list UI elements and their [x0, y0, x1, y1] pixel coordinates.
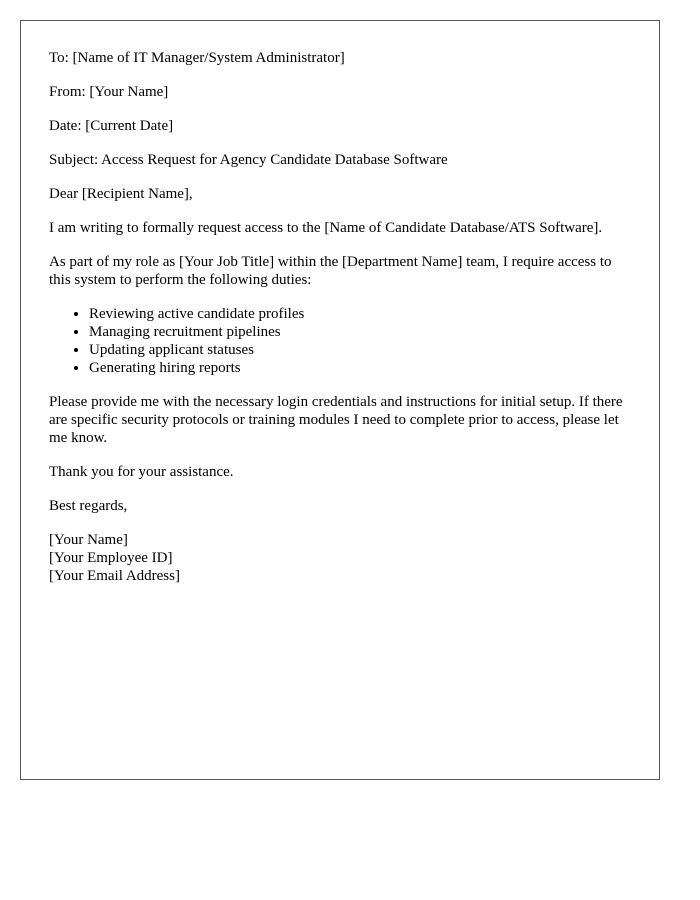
from-line: From: [Your Name] — [49, 84, 169, 100]
intro-paragraph: I am writing to formally request access to the [Name of Candidate Database/ATS Software]. — [49, 220, 603, 236]
list-item: • Reviewing active candidate profiles — [89, 305, 631, 323]
signature-block — [49, 531, 631, 585]
closing-line: Best regards, — [49, 498, 128, 514]
letter-page — [20, 20, 660, 780]
list-item: • Updating applicant statuses — [89, 341, 631, 359]
signature-employee-id: [Your Employee ID] — [49, 550, 173, 566]
request-paragraph: Please provide me with the necessary login credentials and instructions for initial setup. If there are specific security protocols or training modules I need to complete prior to access, please let me know. — [49, 394, 623, 446]
to-line: To: [Name of IT Manager/System Administrator] — [49, 50, 345, 66]
signature-email: [Your Email Address] — [49, 568, 180, 584]
duties-list — [49, 305, 631, 377]
list-item: • Managing recruitment pipelines — [89, 323, 631, 341]
salutation: Dear [Recipient Name], — [49, 186, 193, 202]
role-paragraph: As part of my role as [Your Job Title] within the [Department Name] team, I require access to this system to perform the following duties: — [49, 254, 612, 288]
signature-name: [Your Name] — [49, 532, 128, 548]
subject-line: Subject: Access Request for Agency Candidate Database Software — [49, 152, 448, 168]
list-item: • Generating hiring reports — [89, 359, 631, 377]
date-line: Date: [Current Date] — [49, 118, 174, 134]
thanks-line: Thank you for your assistance. — [49, 464, 234, 480]
